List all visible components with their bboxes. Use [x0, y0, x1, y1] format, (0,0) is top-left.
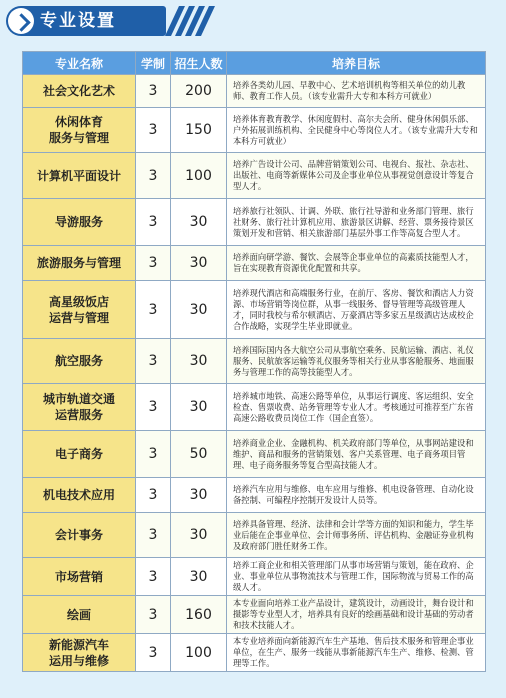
table-row [23, 384, 486, 431]
table-row [23, 558, 486, 596]
enrollment: 150 [171, 108, 227, 153]
enrollment: 30 [171, 558, 227, 596]
table-row [23, 246, 486, 281]
years: 3 [136, 153, 171, 199]
chevron-right-icon [12, 13, 30, 31]
major-name: 社会文化艺术 [23, 75, 136, 108]
training-goal: 培养国际国内各大航空公司从事航空乘务、民航运输、酒店、礼仪服务、民航旅客运输等礼仪服务等相关行业从事客舱服务、地面服务与管理工作的高等技能型人才。 [227, 339, 486, 384]
training-goal: 培养商业企业、金融机构、机关政府部门等单位，从事网站建设和维护、商品和服务的营销策划、客户关系管理、电子商务项目管理、电子商务服务等复合型高技能人才。 [227, 431, 486, 478]
training-goal: 培养旅行社领队、计调、外联、旅行社导游和业务部门管理、旅行社财务、旅行社计算机应用、旅游景区讲解、经营、票务接待景区策划开发和营销、相关旅游部门基层外事工作等高复合型人才。 [227, 199, 486, 246]
table-row [23, 281, 486, 339]
years: 3 [136, 478, 171, 513]
table-row [23, 431, 486, 478]
enrollment: 50 [171, 431, 227, 478]
years: 3 [136, 558, 171, 596]
training-goal: 培养体育教育教学、休闲度假村、高尔夫会所、健身休闲俱乐部、户外拓展训练机构、全民健身中心等岗位人才。（该专业需升大专和本科方可就业） [227, 108, 486, 153]
training-goal: 培养广告设计公司、品牌营销策划公司、电视台、报社、杂志社、出版社、电商等新媒体公司及企事业单位从事视觉创意设计等复合型人才。 [227, 153, 486, 199]
years: 3 [136, 596, 171, 634]
table-row [23, 513, 486, 558]
major-name: 计算机平面设计 [23, 153, 136, 199]
major-name: 导游服务 [23, 199, 136, 246]
banner-badge [8, 8, 34, 34]
enrollment: 30 [171, 478, 227, 513]
enrollment: 100 [171, 153, 227, 199]
enrollment: 30 [171, 513, 227, 558]
page-title: 专业设置 [40, 11, 116, 31]
enrollment: 30 [171, 339, 227, 384]
table-row [23, 478, 486, 513]
years: 3 [136, 199, 171, 246]
training-goal: 培养具备管理、经济、法律和会计学等方面的知识和能力，学生毕业后能在企事业单位、会计师事务所、评估机构、金融证券业机构及政府部门胜任财务工作。 [227, 513, 486, 558]
enrollment: 30 [171, 246, 227, 281]
years: 3 [136, 384, 171, 431]
decorative-stripes [168, 6, 208, 36]
majors-table-wrapper [22, 51, 485, 672]
years: 3 [136, 431, 171, 478]
major-name: 旅游服务与管理 [23, 246, 136, 281]
enrollment: 30 [171, 281, 227, 339]
enrollment: 160 [171, 596, 227, 634]
table-row [23, 596, 486, 634]
training-goal: 本专业培养面向新能源汽车生产基地、售后技术服务和管理企事业单位，在生产、服务一线能从事新能源汽车生产、维修、检测、管理等工作。 [227, 634, 486, 672]
years: 3 [136, 634, 171, 672]
years: 3 [136, 75, 171, 108]
training-goal: 培养现代酒店和高端服务行业，在前厅、客房、餐饮和酒店人力资源、市场营销等岗位群，从事一线服务、督导管理等高级管理人才，同时我校与希尔顿酒店、万豪酒店等多家五星级酒店达成校企合作战略，实现学生毕业即就业。 [227, 281, 486, 339]
table-row [23, 199, 486, 246]
training-goal: 培养工商企业和相关管理部门从事市场营销与策划，能在政府、企业、事业单位从事物流技术与管理工作，国际物流与贸易工作的高级人才。 [227, 558, 486, 596]
column-header-goal: 培养目标 [227, 52, 486, 75]
table-row [23, 153, 486, 199]
table-row [23, 75, 486, 108]
enrollment: 30 [171, 384, 227, 431]
enrollment: 30 [171, 199, 227, 246]
major-name: 会计事务 [23, 513, 136, 558]
major-name: 绘画 [23, 596, 136, 634]
major-name: 高星级饭店 运营与管理 [23, 281, 136, 339]
table-row [23, 108, 486, 153]
years: 3 [136, 108, 171, 153]
major-name: 休闲体育 服务与管理 [23, 108, 136, 153]
majors-table [22, 51, 486, 672]
training-goal: 培养汽车应用与维修、电车应用与维修、机电设备管理、自动化设备控制、可编程序控制开发设计人员等。 [227, 478, 486, 513]
major-name: 航空服务 [23, 339, 136, 384]
table-header-row [23, 52, 486, 75]
enrollment: 100 [171, 634, 227, 672]
column-header-years: 学制 [136, 52, 171, 75]
column-header-name: 专业名称 [23, 52, 136, 75]
years: 3 [136, 339, 171, 384]
years: 3 [136, 281, 171, 339]
training-goal: 培养各类幼儿园、早教中心、艺术培训机构等相关单位的幼儿教师、教育工作人员。（该专业需升大专和本科方可就业） [227, 75, 486, 108]
table-row [23, 634, 486, 672]
table-row [23, 339, 486, 384]
training-goal: 培养面向研学游、餐饮、会展等企事业单位的高素质技能型人才，旨在实现教育资源优化配置和共享。 [227, 246, 486, 281]
major-name: 新能源汽车 运用与维修 [23, 634, 136, 672]
major-name: 电子商务 [23, 431, 136, 478]
major-name: 市场营销 [23, 558, 136, 596]
years: 3 [136, 246, 171, 281]
major-name: 城市轨道交通 运营服务 [23, 384, 136, 431]
section-banner [6, 6, 166, 36]
years: 3 [136, 513, 171, 558]
column-header-enrollment: 招生人数 [171, 52, 227, 75]
training-goal: 培养城市地铁、高速公路等单位，从事运行调度、客运组织、安全检查、售票收费、站务管理等专业人才。考核通过可推荐至广东省高速公路收费员岗位工作（国企直签）。 [227, 384, 486, 431]
enrollment: 200 [171, 75, 227, 108]
major-name: 机电技术应用 [23, 478, 136, 513]
training-goal: 本专业面向培养工业产品设计，建筑设计，动画设计，舞台设计和摄影等专业型人才，培养具有良好的绘画基础和设计基础的劳动者和技术技能人才。 [227, 596, 486, 634]
